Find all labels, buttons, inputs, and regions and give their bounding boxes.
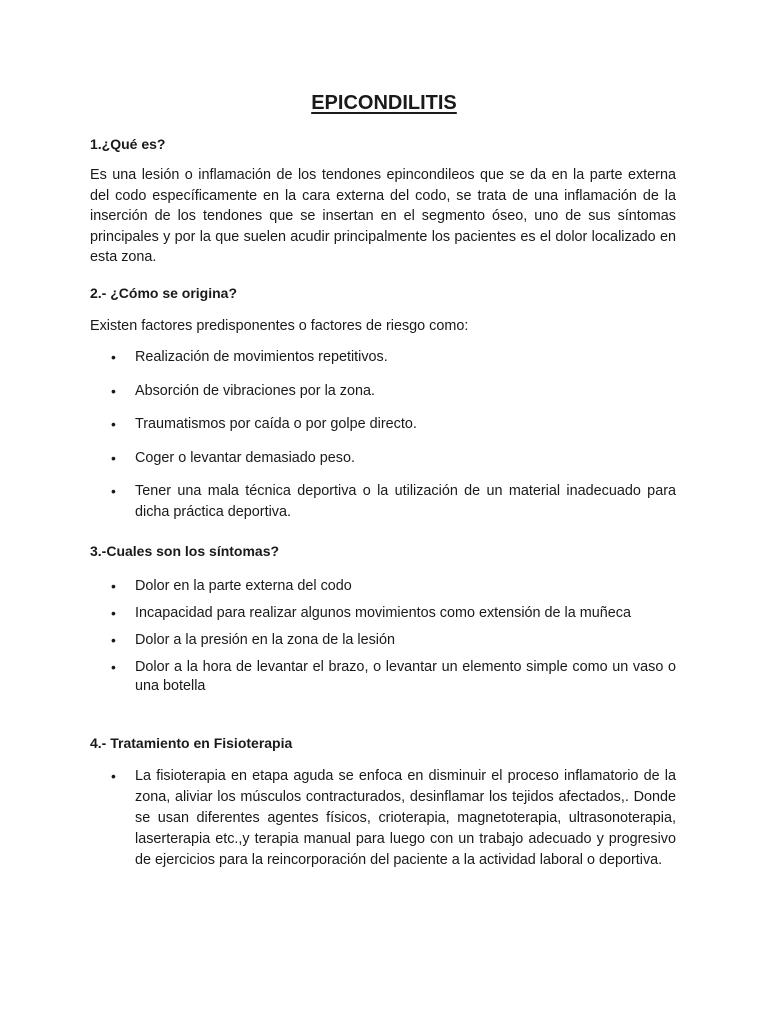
list-item xyxy=(0,766,676,871)
section-heading-treatment: 4.- Tratamiento en Fisioterapia xyxy=(90,735,293,751)
list-item-text: Dolor a la hora de levantar el brazo, o levantar un elemento simple como un vaso o una botella xyxy=(135,659,676,694)
document-title: EPICONDILITIS xyxy=(311,92,457,114)
bullet-icon: • xyxy=(111,659,116,675)
bullet-icon: • xyxy=(111,632,116,648)
list-item xyxy=(0,604,676,623)
bullet-icon: • xyxy=(111,483,116,499)
section-intro-origin: Existen factores predisponentes o factores de riesgo como: xyxy=(90,318,469,334)
bullet-icon: • xyxy=(111,416,116,432)
bullet-icon: • xyxy=(111,382,116,399)
risk-factors-list xyxy=(0,347,676,536)
list-item-text: Incapacidad para realizar algunos movimientos como extensión de la muñeca xyxy=(135,605,631,621)
section-heading-symptoms: 3.-Cuales son los síntomas? xyxy=(90,543,280,559)
list-item xyxy=(0,381,676,402)
list-item-text: Dolor en la parte externa del codo xyxy=(135,578,352,594)
list-item-text: La fisioterapia en etapa aguda se enfoca en disminuir el proceso inflamatorio de la zona, aliviar los músculos contracturados, desinflamar los tejidos afectados,. Donde se usan diferentes agentes físicos, crioterapia, magnetoterapia, ultrasonoterapia, laserterapia etc.,y terapia manual para luego con un trabajo adecuado y progresivo de ejercicios para la reincorporación del paciente a la actividad laboral o deportiva. xyxy=(135,768,676,868)
bullet-icon: • xyxy=(111,349,116,365)
list-item-text: Coger o levantar demasiado peso. xyxy=(135,449,355,466)
list-item xyxy=(0,631,676,650)
list-item-text: Tener una mala técnica deportiva o la utilización de un material inadecuado para dicha práctica deportiva. xyxy=(135,483,676,520)
list-item xyxy=(0,448,676,469)
list-item-text: Absorción de vibraciones por la zona. xyxy=(135,382,375,399)
list-item xyxy=(0,347,676,368)
list-item xyxy=(0,577,676,596)
section-heading-what: 1.¿Qué es? xyxy=(90,136,166,152)
bullet-icon: • xyxy=(111,578,116,594)
list-item-text: Dolor a la presión en la zona de la lesión xyxy=(135,632,395,648)
symptoms-list xyxy=(0,577,676,704)
list-item-text: Traumatismos por caída o por golpe directo. xyxy=(135,416,417,432)
bullet-icon: • xyxy=(111,449,116,466)
list-item xyxy=(0,658,676,696)
bullet-icon: • xyxy=(111,768,116,784)
section-heading-origin: 2.- ¿Cómo se origina? xyxy=(90,285,238,301)
list-item-text: Realización de movimientos repetitivos. xyxy=(135,349,388,365)
section-paragraph-what: Es una lesión o inflamación de los tendones epincondileos que se da en la parte externa del codo específicamente en la cara externa del codo, se trata de una inflamación de la inserción de los tendones que se insertan en el segmento óseo, uno de sus síntomas principales y por la que suelen acudir principalmente los pacientes es el dolor localizado en esta zona. xyxy=(90,167,676,266)
bullet-icon: • xyxy=(111,605,116,621)
treatment-list xyxy=(0,766,676,871)
list-item xyxy=(0,414,676,435)
list-item xyxy=(0,481,676,523)
